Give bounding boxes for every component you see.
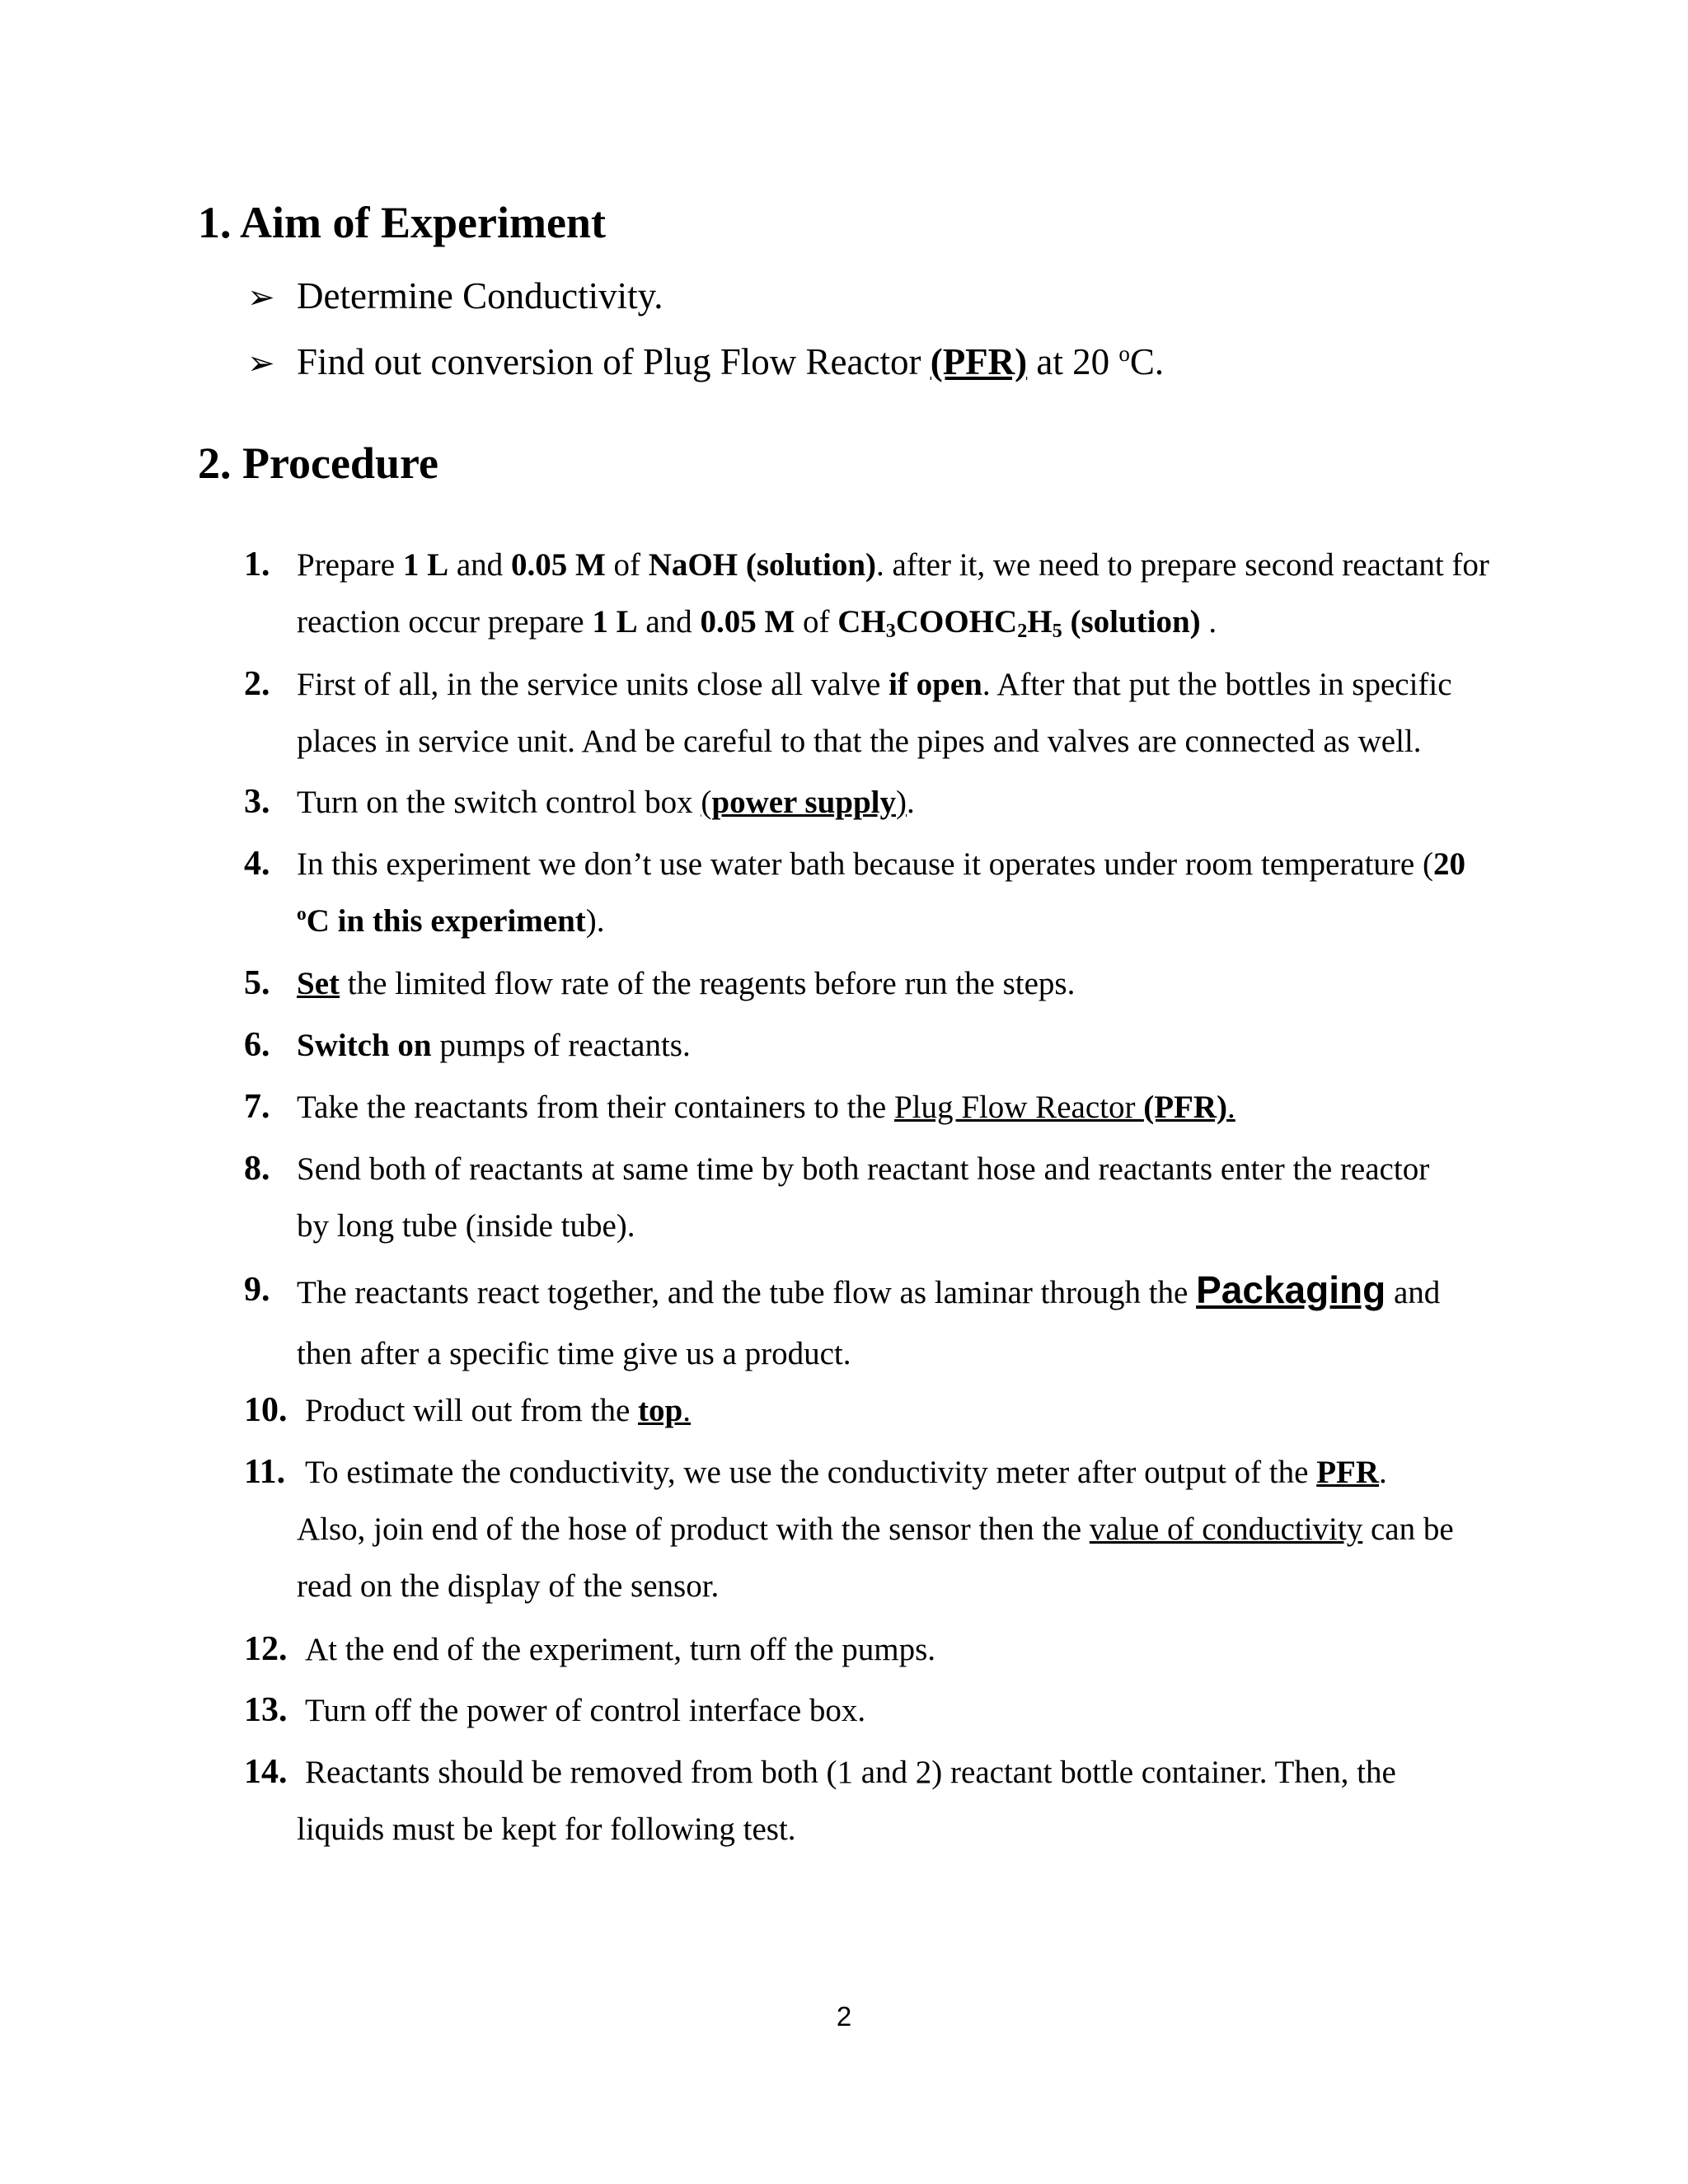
procedure-step-10: [244, 1382, 1505, 1439]
section-heading-procedure: 2. Procedure: [198, 438, 438, 488]
step-number: 2.: [244, 665, 270, 703]
step-text-line-2: then after a specific time give us a product.: [297, 1336, 851, 1371]
section-heading-aim: 1. Aim of Experiment: [198, 198, 606, 247]
step-number: 14.: [244, 1753, 288, 1791]
procedure-step-1: [244, 537, 1505, 650]
step-text: Turn off the power of control interface box.: [305, 1693, 866, 1728]
procedure-step-4: [244, 836, 1505, 949]
step-text-line-2: liquids must be kept for following test.: [297, 1811, 796, 1847]
procedure-step-9: [244, 1259, 1505, 1385]
step-number: 10.: [244, 1391, 288, 1429]
procedure-step-8: [244, 1141, 1505, 1254]
step-number: 7.: [244, 1088, 270, 1126]
step-text-line-1: The reactants react together, and the tube flow as laminar through the Packaging and: [297, 1268, 1441, 1311]
step-number: 12.: [244, 1630, 288, 1668]
step-text-line-3: read on the display of the sensor.: [297, 1568, 720, 1604]
procedure-step-2: [244, 656, 1505, 770]
step-number: 4.: [244, 845, 270, 883]
procedure-step-14: [244, 1744, 1505, 1858]
procedure-step-13: [244, 1682, 1505, 1739]
step-text: Take the reactants from their containers to the Plug Flow Reactor (PFR).: [297, 1090, 1236, 1125]
step-text-line-2: by long tube (inside tube).: [297, 1208, 635, 1244]
step-number: 11.: [244, 1453, 286, 1491]
step-number: 3.: [244, 783, 270, 821]
page-number: 2: [836, 2001, 852, 2032]
procedure-step-11: [244, 1444, 1505, 1615]
step-text-line-2: Also, join end of the hose of product with the sensor then the value of conductivity can be: [297, 1511, 1454, 1547]
step-text-line-1: To estimate the conductivity, we use the conductivity meter after output of the PFR.: [305, 1455, 1387, 1490]
step-number: 13.: [244, 1691, 288, 1729]
step-text: First of all, in the service units close all valve if open. After that put the bottles in specific places in service unit. And be careful to that the pipes and valves are connected as well.: [297, 667, 1452, 759]
procedure-step-3: [244, 774, 1505, 831]
step-text-line-1: Send both of reactants at same time by both reactant hose and reactants enter the reactor: [297, 1151, 1430, 1187]
procedure-step-7: [244, 1079, 1505, 1136]
step-text: Turn on the switch control box (power supply).: [297, 785, 915, 820]
procedure-step-12: [244, 1621, 1505, 1678]
step-number: 6.: [244, 1026, 270, 1064]
aim-item-1: ➢ Determine Conductivity.: [247, 274, 663, 319]
procedure-step-6: [244, 1017, 1505, 1074]
procedure-step-5: [244, 955, 1505, 1012]
step-number: 1.: [244, 546, 270, 583]
step-text: Switch on pumps of reactants.: [297, 1028, 691, 1063]
step-text-line-1: Reactants should be removed from both (1 and 2) reactant bottle container. Then, the: [305, 1755, 1396, 1790]
step-text: Set the limited flow rate of the reagents before run the steps.: [297, 966, 1076, 1001]
arrow-bullet-icon: ➢: [247, 279, 275, 316]
step-text: Product will out from the top.: [305, 1393, 691, 1428]
step-text: In this experiment we don’t use water bath because it operates under room temperature (20 $^o$C in this experiment).: [297, 846, 1465, 939]
step-text: At the end of the experiment, turn off the pumps.: [305, 1632, 936, 1667]
step-number: 8.: [244, 1150, 270, 1188]
step-number: 9.: [244, 1271, 270, 1309]
step-text: Prepare 1 L and 0.05 M of NaOH (solution). after it, we need to prepare second reactant for reaction occur prepare 1 L and 0.05 M of $CH_3COOHC_2H_5$ (solution) .: [297, 547, 1489, 643]
step-number: 5.: [244, 964, 270, 1002]
aim-item-2: ➢ Find out conversion of Plug Flow Reactor (PFR) at 20 $^o$C.: [247, 340, 1164, 385]
arrow-bullet-icon: ➢: [247, 344, 275, 382]
